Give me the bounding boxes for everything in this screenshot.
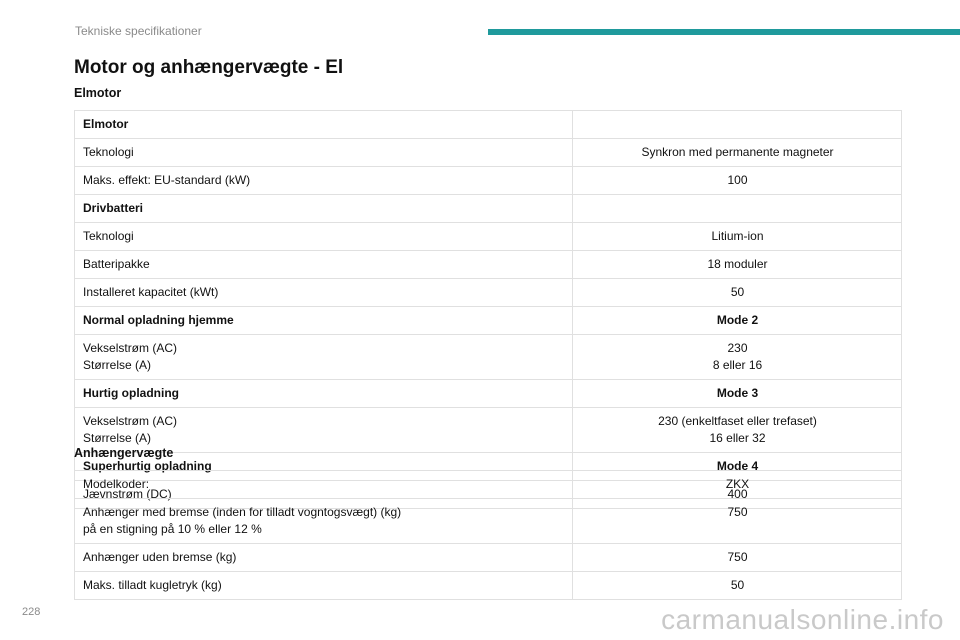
- cell-line: Synkron med permanente magneter: [641, 145, 834, 159]
- cell-line: 18 moduler: [707, 257, 768, 271]
- cell-line: 50: [730, 285, 745, 299]
- row-label: [75, 335, 573, 380]
- row-label: [75, 471, 573, 499]
- row-value: [573, 408, 902, 453]
- row-label: [75, 279, 573, 307]
- cell-line: Vekselstrøm (AC): [83, 414, 178, 428]
- table-row: [75, 471, 902, 499]
- cell-line: 8 eller 16: [712, 358, 763, 372]
- row-value: [573, 223, 902, 251]
- row-value: [573, 572, 902, 600]
- cell-line: Hurtig opladning: [83, 386, 179, 400]
- cell-line: Størrelse (A): [83, 358, 152, 372]
- table-row: [75, 195, 902, 223]
- running-header: Tekniske specifikationer: [75, 24, 202, 38]
- table-row: [75, 572, 902, 600]
- row-label: [75, 111, 573, 139]
- cell-line: Anhænger uden bremse (kg): [83, 550, 237, 564]
- cell-line: Teknologi: [83, 145, 134, 159]
- row-label: [75, 307, 573, 335]
- cell-line: 230 (enkeltfaset eller trefaset): [658, 414, 817, 428]
- cell-line: Installeret kapacitet (kWt): [83, 285, 219, 299]
- page-title: Motor og anhængervægte - El: [74, 57, 344, 78]
- cell-line: 16 eller 32: [709, 431, 766, 445]
- row-value: [573, 380, 902, 408]
- cell-line: 50: [730, 578, 745, 592]
- cell-line: Størrelse (A): [83, 431, 152, 445]
- cell-line: Mode 4: [716, 459, 759, 473]
- row-value: [573, 279, 902, 307]
- row-value: [573, 471, 902, 499]
- table-row: [75, 307, 902, 335]
- table-row: [75, 335, 902, 380]
- cell-line: 230: [727, 341, 748, 355]
- row-value: [573, 139, 902, 167]
- row-value: [573, 111, 902, 139]
- cell-line: på en stigning på 10 % eller 12 %: [83, 522, 262, 536]
- section-heading-elmotor: Elmotor: [74, 86, 122, 100]
- watermark: carmanualsonline.info: [661, 604, 944, 635]
- cell-line: 100: [727, 173, 748, 187]
- row-label: [75, 380, 573, 408]
- section-heading-anhaengervaegte: Anhængervægte: [74, 446, 174, 460]
- table-row: [75, 223, 902, 251]
- table-row: [75, 380, 902, 408]
- cell-line: Teknologi: [83, 229, 134, 243]
- cell-line: Normal opladning hjemme: [83, 313, 234, 327]
- row-label: [75, 499, 573, 544]
- cell-line: Drivbatteri: [83, 201, 144, 215]
- cell-line: Modelkoder:: [83, 477, 150, 491]
- row-value: [573, 335, 902, 380]
- cell-line: Mode 3: [716, 386, 759, 400]
- cell-line: 750: [727, 550, 748, 564]
- row-value: [573, 307, 902, 335]
- table-row: [75, 544, 902, 572]
- table-row: [75, 251, 902, 279]
- row-value: [573, 499, 902, 544]
- row-value: [573, 167, 902, 195]
- page-number: 228: [22, 606, 41, 618]
- table-row: [75, 167, 902, 195]
- cell-line: Litium-ion: [711, 229, 764, 243]
- row-label: [75, 251, 573, 279]
- row-label: [75, 195, 573, 223]
- cell-line: Mode 2: [716, 313, 759, 327]
- row-label: [75, 544, 573, 572]
- table-row: [75, 139, 902, 167]
- cell-line: 400: [727, 487, 748, 501]
- cell-line: Maks. tilladt kugletryk (kg): [83, 578, 222, 592]
- trailer-weight-table: [74, 470, 902, 600]
- table-row: [75, 111, 902, 139]
- cell-line: Jævnstrøm (DC): [83, 487, 172, 501]
- table-row: [75, 408, 902, 453]
- cell-line: Maks. effekt: EU-standard (kW): [83, 173, 251, 187]
- cell-line: Superhurtig opladning: [83, 459, 212, 473]
- cell-line: Vekselstrøm (AC): [83, 341, 178, 355]
- row-value: [573, 544, 902, 572]
- row-label: [75, 139, 573, 167]
- row-label: [75, 572, 573, 600]
- header-accent-bar: [488, 29, 960, 35]
- table-row: [75, 279, 902, 307]
- elmotor-spec-table: [74, 110, 902, 509]
- cell-line: Anhænger med bremse (inden for tilladt vogntogsvægt) (kg): [83, 505, 402, 519]
- cell-line: ZKX: [725, 477, 750, 491]
- cell-line: Batteripakke: [83, 257, 150, 271]
- row-label: [75, 223, 573, 251]
- table-row: [75, 499, 902, 544]
- cell-line: 750: [727, 505, 748, 519]
- row-value: [573, 251, 902, 279]
- cell-line: Elmotor: [83, 117, 129, 131]
- row-value: [573, 195, 902, 223]
- row-label: [75, 167, 573, 195]
